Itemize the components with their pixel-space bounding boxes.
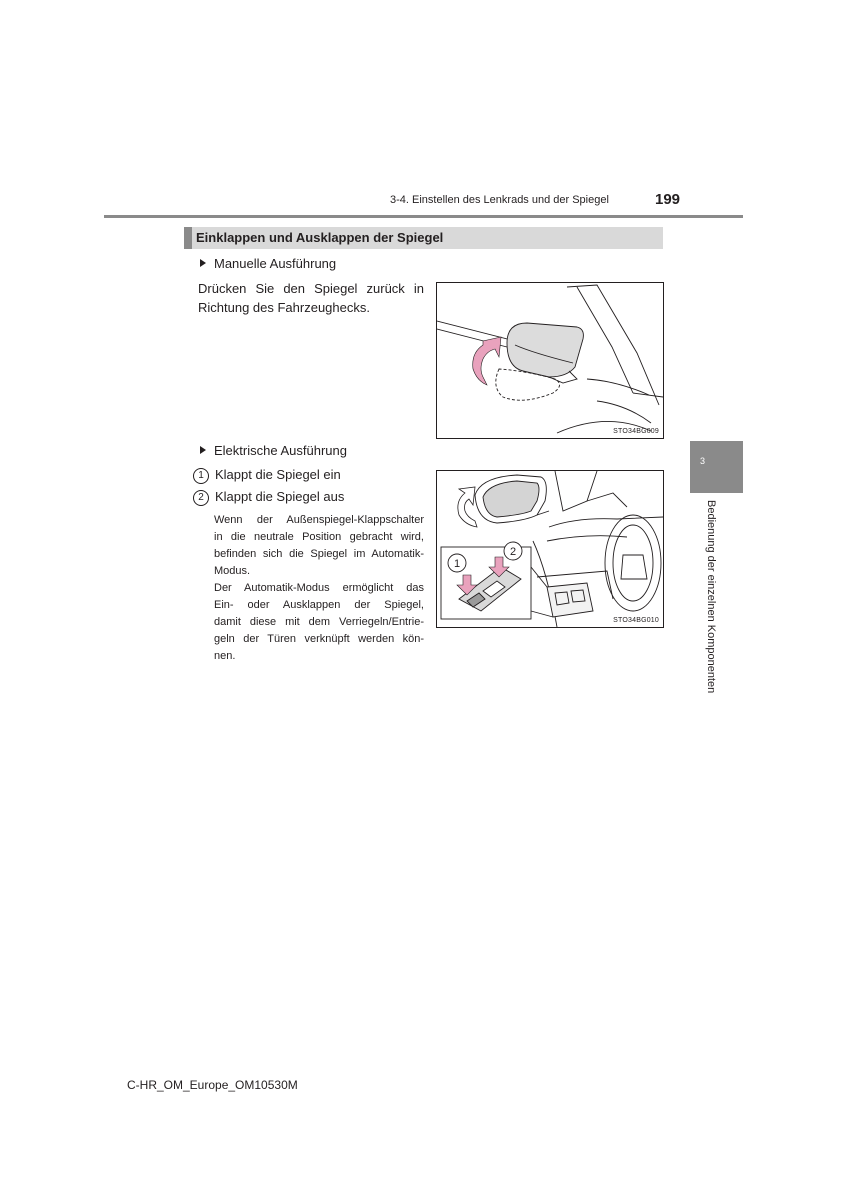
note-line: Wenn der Außenspiegel-Klappschalter	[214, 514, 424, 526]
automatic-mode-note	[214, 512, 424, 665]
list-item	[193, 467, 341, 484]
manual-instruction-line: Richtung des Fahrzeughecks.	[198, 300, 370, 315]
manual-heading-text: Manuelle Ausführung	[214, 256, 337, 271]
note-line: Modus.	[214, 565, 251, 577]
list-item	[193, 489, 344, 506]
figure-code: STO34BG010	[613, 617, 659, 624]
note-line: befinden sich die Spiegel im Automatik-	[214, 548, 424, 560]
manual-heading	[200, 256, 336, 271]
electric-heading-text: Elektrische Ausführung	[214, 443, 347, 458]
triangle-bullet-icon	[200, 446, 206, 454]
electric-mirror-figure	[436, 470, 664, 628]
manual-mirror-illustration	[437, 283, 663, 438]
electric-mirror-illustration	[437, 471, 663, 627]
manual-instruction	[198, 279, 424, 317]
section-title: Einklappen und Ausklappen der Spiegel	[196, 230, 444, 245]
callout-2: 2	[509, 546, 517, 558]
note-line: geln der Türen verknüpft werden kön-	[214, 633, 424, 645]
chapter-tab-number: 3	[700, 456, 706, 466]
chapter-tab	[690, 441, 743, 493]
header-rule	[104, 215, 743, 218]
list-item-text: Klappt die Spiegel aus	[215, 489, 345, 504]
list-item-text: Klappt die Spiegel ein	[215, 467, 341, 482]
note-line: Der Automatik-Modus ermöglicht das	[214, 582, 424, 594]
manual-instruction-line: Drücken Sie den Spiegel zurück in	[198, 281, 424, 296]
note-line: nen.	[214, 650, 236, 662]
manual-mirror-figure	[436, 282, 664, 439]
note-line: damit diese mit dem Verriegeln/Entrie-	[214, 616, 424, 628]
note-line: Ein- oder Ausklappen der Spiegel,	[214, 599, 424, 611]
chapter-tab-label: Bedienung der einzelnen Komponenten	[705, 500, 717, 694]
number-1-icon: 1	[193, 468, 209, 484]
number-2-icon: 2	[193, 490, 209, 506]
note-line: in die neutrale Position gebracht wird,	[214, 531, 424, 543]
chapter-title: 3-4. Einstellen des Lenkrads und der Spiegel	[390, 194, 609, 206]
figure-code: STO34BG009	[613, 428, 659, 435]
electric-heading	[200, 443, 347, 458]
triangle-bullet-icon	[200, 259, 206, 267]
document-code: C-HR_OM_Europe_OM10530M	[127, 1078, 298, 1092]
page-number: 199	[655, 191, 681, 208]
section-bar-accent	[184, 227, 192, 249]
callout-1: 1	[453, 558, 461, 570]
section-heading-bar	[184, 227, 663, 249]
